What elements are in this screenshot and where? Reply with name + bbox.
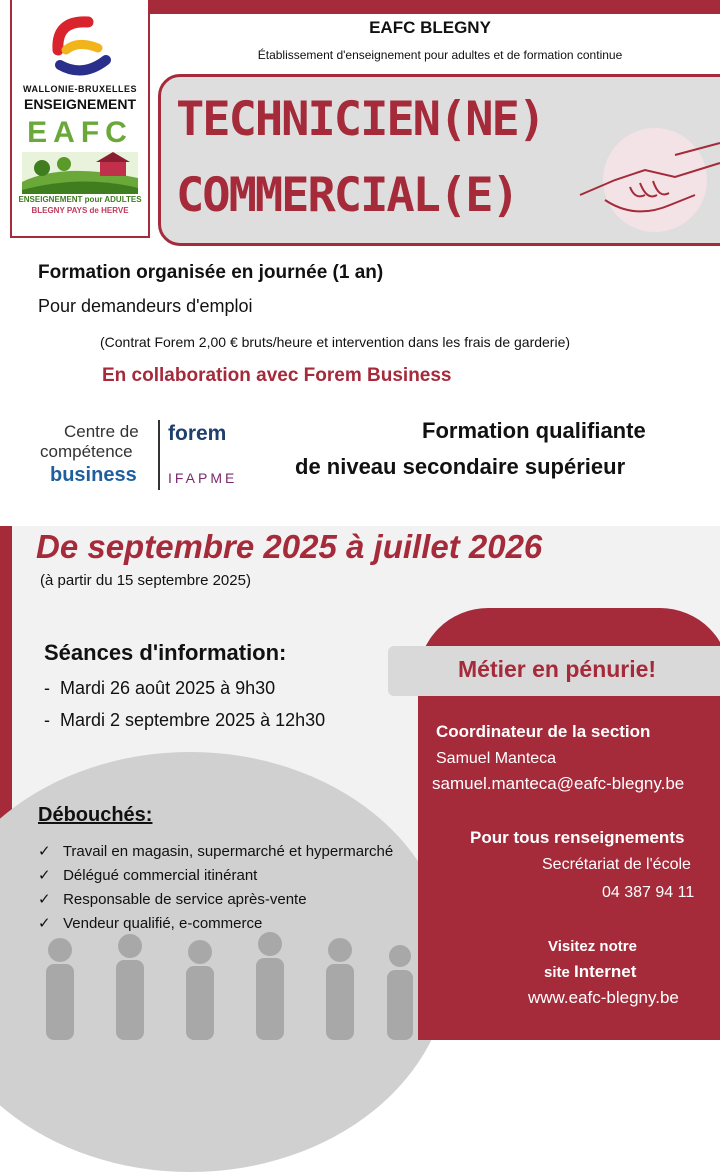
partner-centre-l3: business xyxy=(50,464,137,486)
school-logo xyxy=(10,0,150,238)
partner-ifapme: IFAPME xyxy=(168,470,238,486)
school-description: Établissement d'enseignement pour adultes et de formation continue xyxy=(257,48,623,62)
visit-line2-prefix: site xyxy=(544,964,575,981)
qualif-line2: de niveau secondaire supérieur xyxy=(295,454,626,479)
seance-item-1-text: Mardi 26 août 2025 à 9h30 xyxy=(60,678,276,698)
handshake-icon xyxy=(575,125,720,235)
partner-forem: forem xyxy=(168,422,227,445)
logo-subtitle-1: ENSEIGNEMENT pour ADULTES xyxy=(18,195,142,204)
coord-name: Samuel Manteca xyxy=(436,750,557,767)
visit-line2 xyxy=(544,962,636,982)
debouche-item-1: ✓ Travail en magasin, supermarché et hypermarché xyxy=(38,843,394,860)
coord-email[interactable]: samuel.manteca@eafc-blegny.be xyxy=(432,774,685,793)
logo-emblem-icon xyxy=(48,10,114,80)
formation-contract: (Contrat Forem 2,00 € bruts/heure et intervention dans les frais de garderie) xyxy=(100,334,571,350)
info-heading: Pour tous renseignements xyxy=(470,828,685,847)
partner-centre-l2: compétence xyxy=(40,442,133,461)
debouche-item-4: ✓ Vendeur qualifié, e-commerce xyxy=(38,915,263,932)
coord-heading: Coordinateur de la section xyxy=(436,722,651,741)
partner-divider xyxy=(158,420,160,490)
course-title-line2: COMMERCIAL(E) xyxy=(176,168,518,223)
visit-line2-internet: Internet xyxy=(574,962,637,981)
website-link[interactable]: www.eafc-blegny.be xyxy=(528,988,679,1007)
debouche-item-3-text: Responsable de service après-vente xyxy=(63,891,307,908)
phone-number[interactable]: 04 387 94 11 xyxy=(602,884,695,901)
debouches-heading: Débouchés: xyxy=(38,804,153,826)
qualif-line1: Formation qualifiante xyxy=(422,418,646,443)
debouche-item-3: ✓ Responsable de service après-vente xyxy=(38,891,307,908)
penurie-text: Métier en pénurie! xyxy=(458,656,657,682)
logo-landscape-icon xyxy=(22,152,138,194)
formation-collab: En collaboration avec Forem Business xyxy=(102,365,452,386)
seance-item-1: - Mardi 26 août 2025 à 9h30 xyxy=(44,678,276,698)
school-name: EAFC BLEGNY xyxy=(369,18,491,37)
date-start: (à partir du 15 septembre 2025) xyxy=(40,572,251,589)
debouche-item-2: ✓ Délégué commercial itinérant xyxy=(38,867,258,884)
business-people-silhouette-icon xyxy=(20,930,430,1040)
debouche-item-2-text: Délégué commercial itinérant xyxy=(63,867,258,884)
partner-centre-l1: Centre de xyxy=(64,422,139,441)
logo-region: WALLONIE-BRUXELLES xyxy=(23,84,137,94)
seance-item-2: - Mardi 2 septembre 2025 à 12h30 xyxy=(44,710,326,730)
debouche-item-1-text: Travail en magasin, supermarché et hypermarché xyxy=(62,843,394,860)
seance-item-2-text: Mardi 2 septembre 2025 à 12h30 xyxy=(60,710,326,730)
logo-subtitle-2: BLEGNY PAYS de HERVE xyxy=(31,206,129,215)
visit-line1: Visitez notre xyxy=(548,938,637,955)
logo-brand: EAFC xyxy=(27,116,133,149)
info-line: Secrétariat de l'école xyxy=(542,856,691,873)
date-range: De septembre 2025 à juillet 2026 xyxy=(36,528,543,565)
seances-heading: Séances d'information: xyxy=(44,640,287,665)
course-title-line1: TECHNICIEN(NE) xyxy=(176,92,545,147)
partner-logo xyxy=(40,420,250,492)
formation-heading: Formation organisée en journée (1 an) xyxy=(38,262,384,283)
formation-audience: Pour demandeurs d'emploi xyxy=(38,296,253,316)
logo-enseignement: ENSEIGNEMENT xyxy=(23,96,136,112)
debouche-item-4-text: Vendeur qualifié, e-commerce xyxy=(63,915,263,932)
top-accent-bar xyxy=(148,0,720,14)
